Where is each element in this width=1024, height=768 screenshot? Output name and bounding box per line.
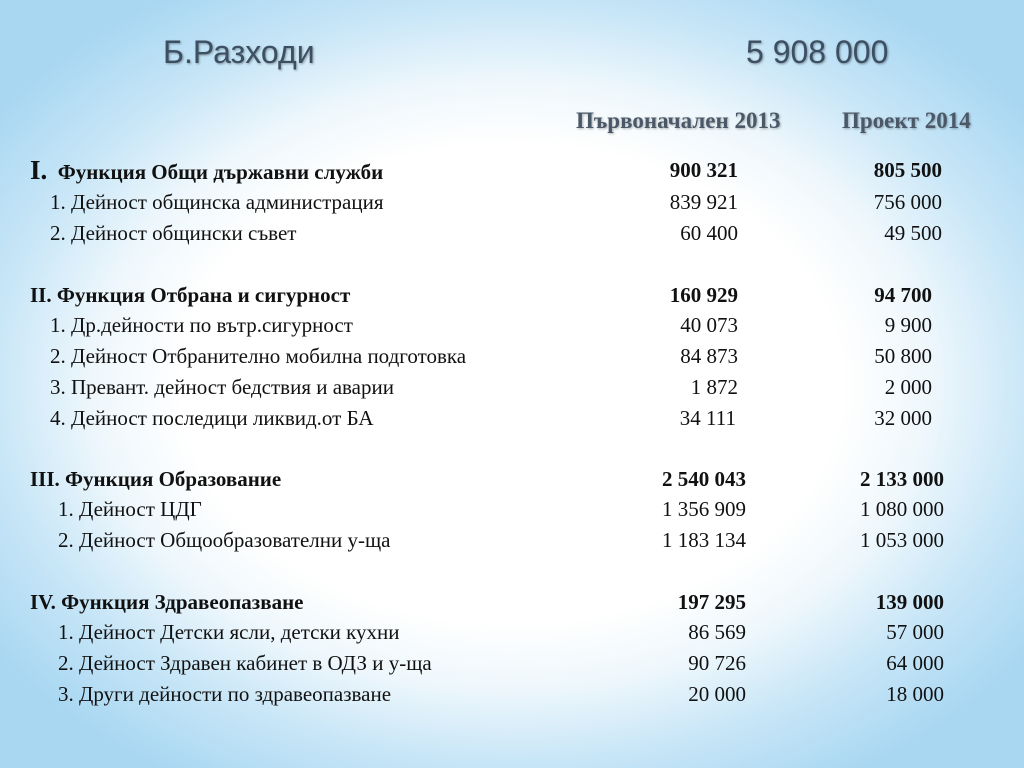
total-amount: 5 908 000 xyxy=(746,34,889,70)
item-label: 1. Др.дейности по вътр.сигурност xyxy=(50,313,353,337)
section-row-defense xyxy=(0,280,1024,310)
value-2013: 2 540 043 xyxy=(662,467,746,491)
value-2014: 64 000 xyxy=(886,651,944,675)
table-row xyxy=(0,648,1024,678)
section-row-general-services xyxy=(0,155,1024,185)
table-row xyxy=(0,494,1024,524)
item-label: 1. Дейност Детски ясли, детски кухни xyxy=(58,620,400,644)
value-2014: 1 080 000 xyxy=(860,497,944,521)
value-2013: 197 295 xyxy=(677,590,746,614)
table-row xyxy=(0,218,1024,248)
column-header-2013: Първоначален 2013 xyxy=(576,108,781,133)
value-2013: 839 921 xyxy=(669,190,738,214)
item-label: 2. Дейност Общообразователни у-ща xyxy=(58,528,391,552)
item-label: 3. Превант. дейност бедствия и аварии xyxy=(50,375,394,399)
column-header-2014: Проект 2014 xyxy=(842,108,971,133)
value-2014: 94 700 xyxy=(874,283,932,307)
table-row xyxy=(0,617,1024,647)
item-label: 2. Дейност общински съвет xyxy=(50,221,297,245)
section-name: II. Функция Отбрана и сигурност xyxy=(30,283,351,307)
value-2014: 57 000 xyxy=(886,620,944,644)
item-label: 2. Дейност Здравен кабинет в ОДЗ и у-ща xyxy=(58,651,432,675)
value-2014: 2 133 000 xyxy=(860,467,944,491)
table-row xyxy=(0,310,1024,340)
item-label: 3. Други дейности по здравеопазване xyxy=(58,682,392,706)
section-row-education xyxy=(0,464,1024,494)
value-2013: 160 929 xyxy=(669,283,738,307)
value-2013: 34 111 xyxy=(679,406,736,430)
table-row xyxy=(0,187,1024,217)
table-row xyxy=(0,341,1024,371)
value-2014: 756 000 xyxy=(873,190,942,214)
value-2014: 50 800 xyxy=(874,344,932,368)
value-2014: 2 000 xyxy=(884,375,932,399)
value-2013: 84 873 xyxy=(680,344,738,368)
table-row xyxy=(0,372,1024,402)
value-2014: 49 500 xyxy=(884,221,942,245)
section-name: Функция Общи държавни служби xyxy=(57,160,384,184)
value-2013: 1 356 909 xyxy=(662,497,746,521)
item-label: 1. Дейност общинска администрация xyxy=(50,190,384,214)
value-2013: 20 000 xyxy=(688,682,746,706)
section-numeral: I. xyxy=(30,155,48,185)
value-2013: 90 726 xyxy=(688,651,746,675)
value-2014: 805 500 xyxy=(873,158,942,182)
value-2013: 1 872 xyxy=(690,375,738,399)
item-label: 4. Дейност последици ликвид.от БА xyxy=(50,406,374,430)
section-name: III. Функция Образование xyxy=(30,467,282,491)
value-2014: 9 900 xyxy=(884,313,932,337)
value-2014: 139 000 xyxy=(875,590,944,614)
item-label: 2. Дейност Отбранително мобилна подготовка xyxy=(50,344,467,368)
value-2013: 86 569 xyxy=(688,620,746,644)
section-row-healthcare xyxy=(0,587,1024,617)
table-row xyxy=(0,679,1024,709)
value-2013: 40 073 xyxy=(680,313,738,337)
value-2013: 60 400 xyxy=(680,221,738,245)
table-row xyxy=(0,403,1024,433)
item-label: 1. Дейност ЦДГ xyxy=(58,497,202,521)
slide-title: Б.Разходи xyxy=(163,34,315,70)
value-2014: 32 000 xyxy=(874,406,932,430)
table-row xyxy=(0,525,1024,555)
section-name: IV. Функция Здравеопазване xyxy=(30,590,304,614)
value-2013: 900 321 xyxy=(669,158,738,182)
value-2013: 1 183 134 xyxy=(662,528,746,552)
value-2014: 18 000 xyxy=(886,682,944,706)
value-2014: 1 053 000 xyxy=(860,528,944,552)
